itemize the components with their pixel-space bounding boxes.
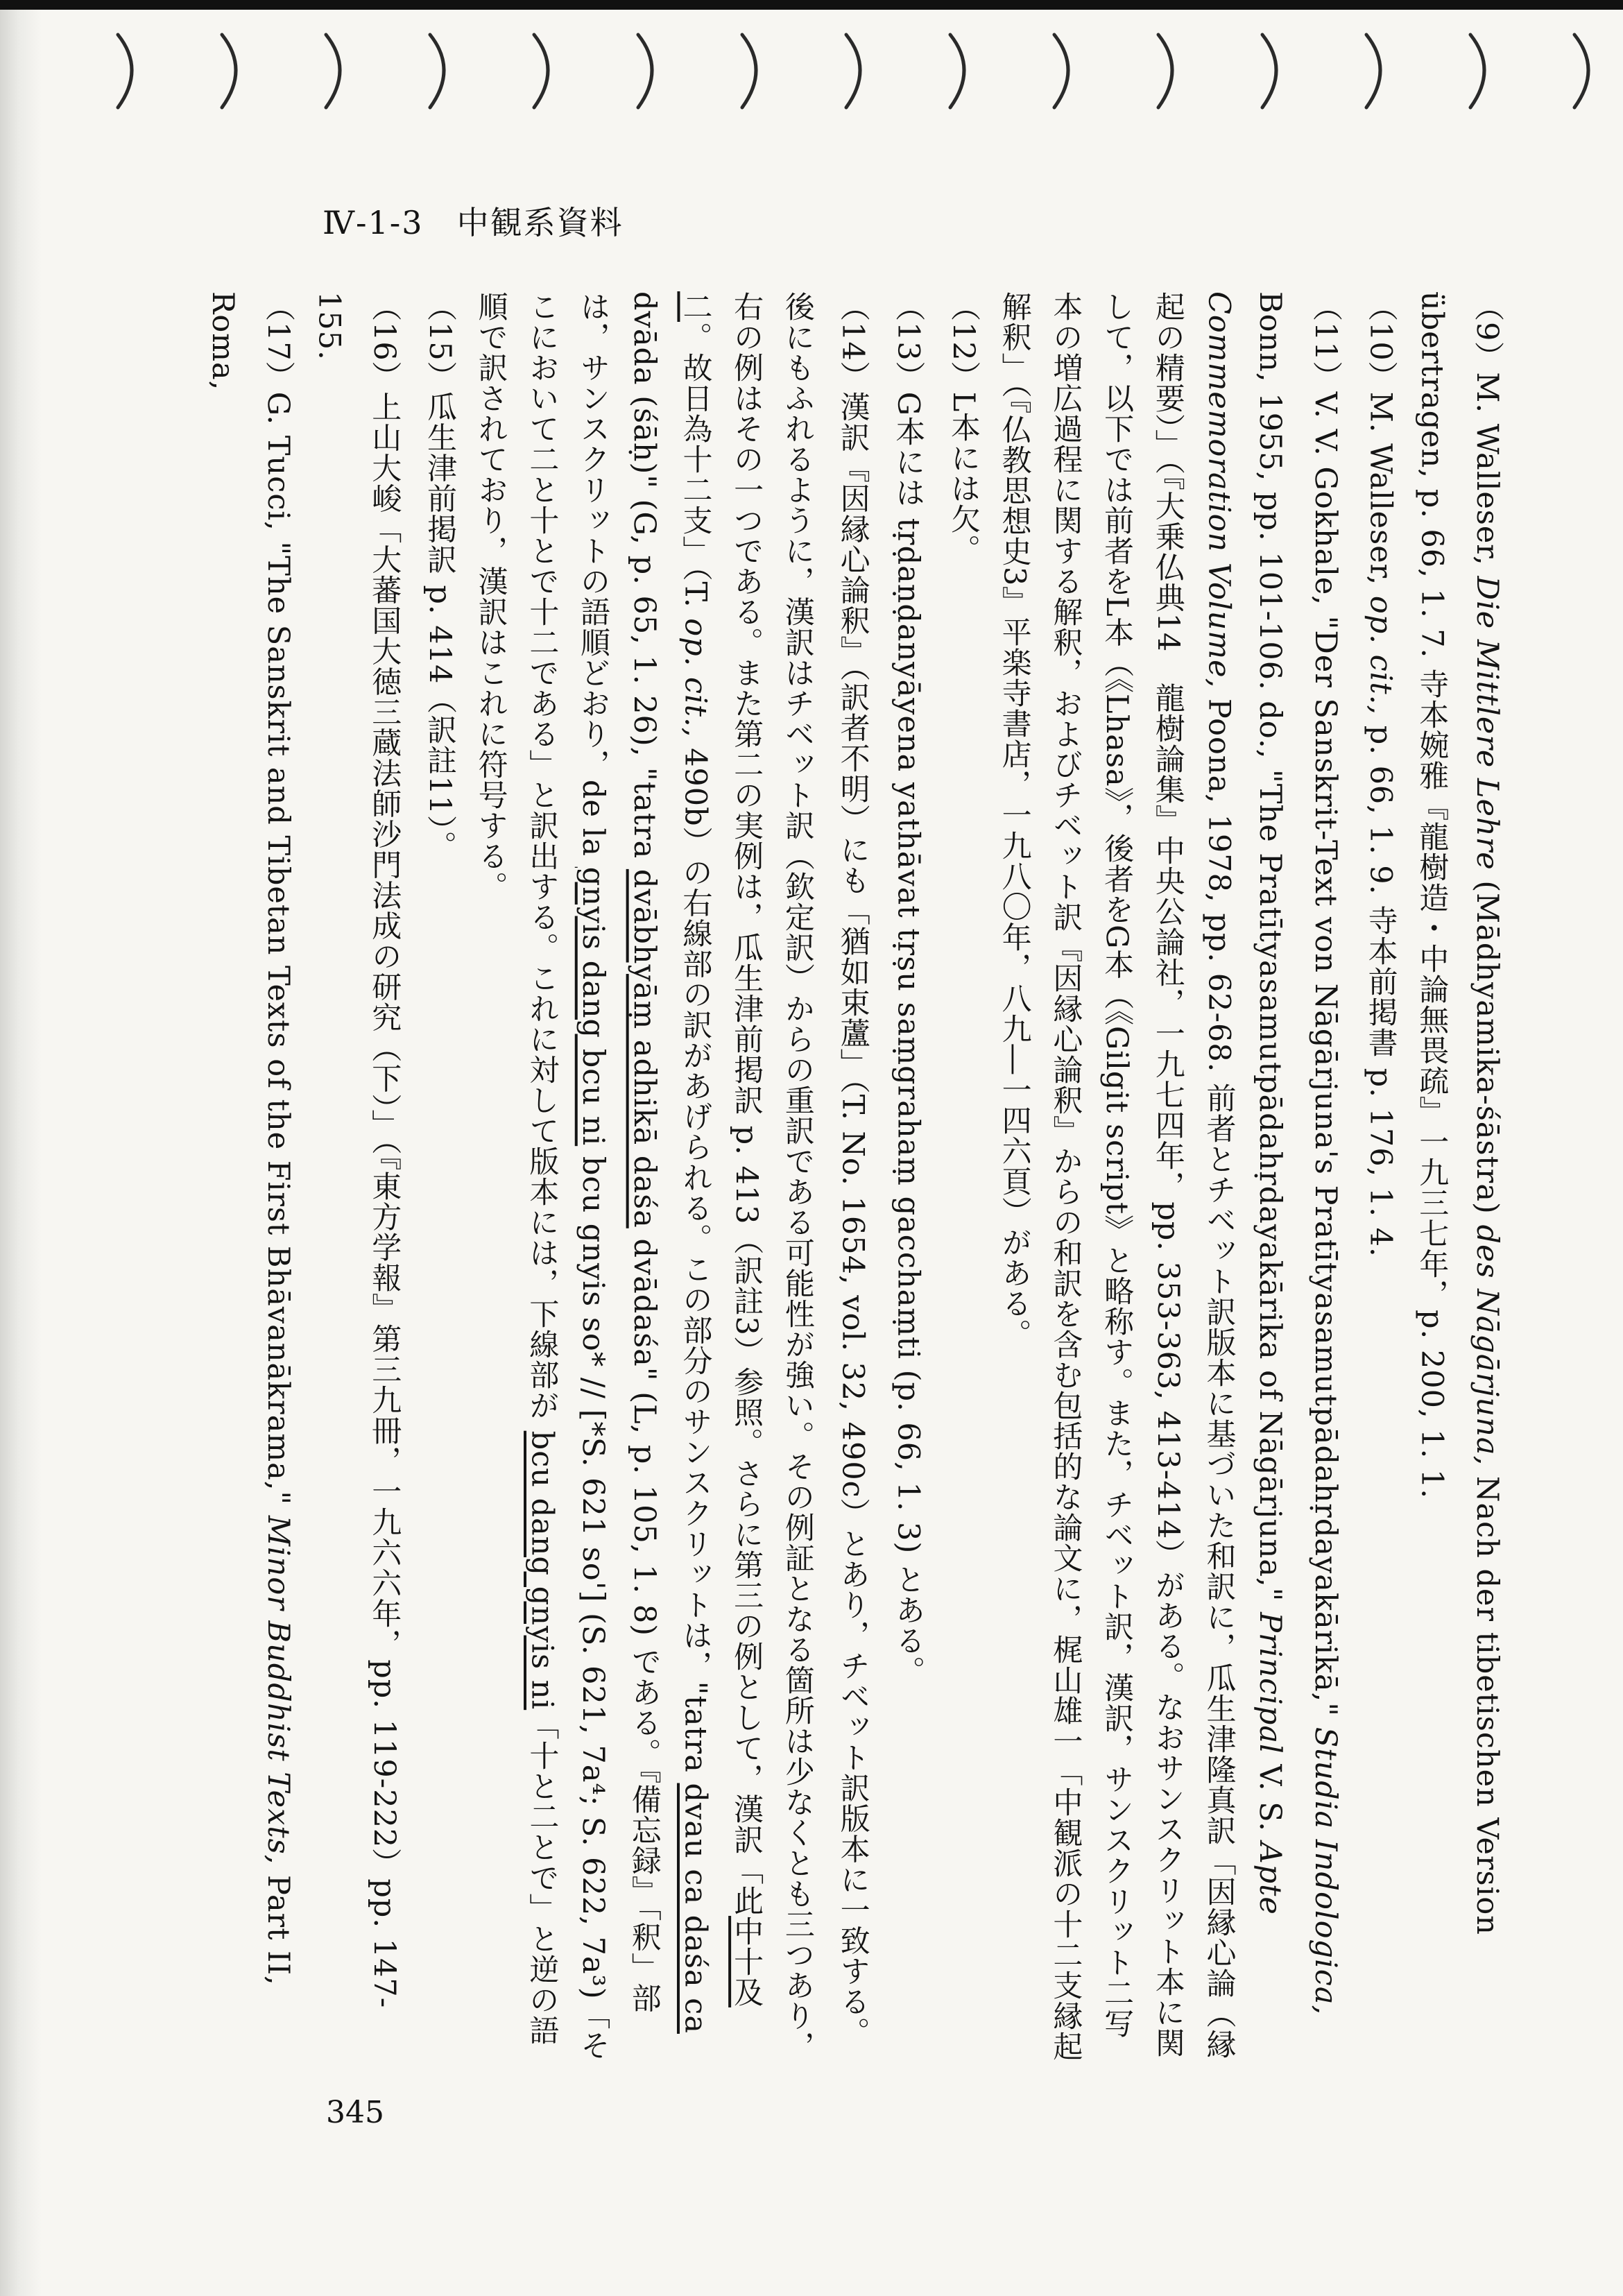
binder-ring — [222, 35, 236, 108]
footnote-text: Part II, Roma, — [205, 291, 295, 1986]
footnote-text: G本には tṛḍaṇḍanyāyena yathāvat tṛṣu saṃgrahaṃ gacchaṃti (p. 66, 1. 3) とある。 — [891, 391, 926, 1686]
italic-title: Die Mittlere Lehre — [1470, 576, 1504, 871]
binder-ring — [1054, 35, 1068, 108]
binder-ring — [846, 35, 860, 108]
italic-title: Apte Commemoration Volume, — [1201, 291, 1288, 1915]
footnote-text: Bonn, 1955, pp. 101-106. do., "The Pratītyasamutpādahṛdayakārika of Nāgārjuna," — [1253, 291, 1288, 1613]
binder-ring — [1366, 35, 1380, 108]
underlined-text: dvābhyāṃ adhikā daśa — [626, 868, 662, 1228]
binder-ring — [326, 35, 340, 108]
italic-title: Principal — [1253, 1612, 1288, 1754]
underlined-text: 中十及二 — [678, 291, 764, 2007]
binder-ring — [950, 35, 964, 108]
footnote-text: bcu gnyis so* // [*S. 621 so'] (S. 621, 7a⁴; S. 622, 7a³)「そこにおいて二と十とで十二である」と訳出する。これに対して版本には，下線部が — [524, 291, 611, 2061]
footnote-text: 漢訳『因縁心論釈』（訳者不明）にも「猶如束蘆」（T. No. 1654, vol. 32, 490c）とあり，チベット訳版本に一致する。後にもふれるように，漢訳はチベット訳（欽定訳）からの重訳である可能性が強い。その例証となる箇所は少なくとも三つあり，右の例はその一つである。また第二の実例は，瓜生津前掲訳 p. 413（訳註3）参照。さらに第三の例として，漢訳「此 — [729, 291, 870, 2062]
footnote — [933, 291, 988, 2067]
italic-title: des Nāgārjuna, — [1470, 1224, 1504, 1466]
footnote-text: Nach der tibetischen Version übertragen, p. 66, 1. 7. 寺本婉雅『龍樹造・中論無畏疏』一九三七年，p. 200, 1. 1. — [1414, 291, 1504, 1935]
scan-top-edge — [0, 0, 1623, 10]
footnote-number: （13） — [891, 291, 926, 392]
footnote-text: M. Walleser, — [1470, 372, 1504, 576]
footnote-text: 上山大峻「大蕃国大徳三蔵法師沙門法成の研究（下）」（『東方学報』第三九冊，一九六六年，pp. 119-222）pp. 147-155. — [311, 291, 402, 2009]
footnote-text: L本には欠。 — [945, 391, 981, 565]
binder-ring — [534, 35, 548, 108]
footnote — [878, 291, 934, 2067]
footnote-text: 。故日為十二支」（T. — [678, 322, 713, 619]
running-head: Ⅳ-1-3 中観系資料 — [323, 204, 624, 241]
footnote-text: G. Tucci, "The Sanskrit and Tibetan Texts of the First Bhāvanākrama," — [260, 391, 295, 1516]
footnote — [196, 291, 302, 2067]
footnote-text: M. Walleser, — [1363, 391, 1398, 596]
footnote-number: （12） — [945, 291, 981, 392]
binding-shadow — [0, 10, 42, 2296]
footnote — [1406, 291, 1512, 2067]
footnote-text: Poona, 1978, pp. 62-68. 前者とチベット訳版本に基づいた和訳に，瓜生津隆真訳「因縁心論（縁起の精要）」（『大乗仏典14 龍樹論集』中央公論社，一九七四年，pp. 353-363, 413-414）がある。なおサンスクリット本に関して，以下では前者をL本（《Lhasa》，後者をG本（《Gilgit script》と略称す。また，チベット訳，漢訳，サンスクリット二写本の増広過程に関する解釈，およびチベット訳『因縁心論釈』からの和訳を含む包括的な論文に，梶山雄一「中観派の十二支縁起解釈」（『仏教思想史3』平楽寺書店，一九八〇年，八九―一四六頁）がある。 — [997, 291, 1237, 2062]
footnote-text: dvādaśa" (L, p. 105, 1. 8) である。『備忘録』「釈」部は，サンスクリットの語順どおり，de la — [576, 291, 662, 2014]
footnote — [303, 291, 409, 2067]
footnote-number: （11） — [1307, 291, 1343, 392]
underlined-text: gnyis dang bcu ni — [576, 866, 611, 1147]
italic-title: op. cit., — [1363, 595, 1398, 716]
italic-title: Studia Indologica, — [1307, 1727, 1343, 2016]
footnote-number: （15） — [422, 291, 457, 392]
underlined-text: dvau ca daśa ca — [678, 1783, 713, 2034]
footnote-text: (Mādhyamika-śāstra) — [1470, 870, 1504, 1225]
footnote-text: p. 66, 1. 9. 寺本前掲書 p. 176, 1. 4. — [1363, 715, 1398, 1258]
footnote — [409, 291, 465, 2067]
footnote-number: （17） — [260, 291, 295, 392]
italic-title: op. cit., — [678, 618, 713, 738]
footnote-number: （14） — [835, 291, 870, 392]
binder-ring — [638, 35, 652, 108]
footnotes-column — [205, 291, 1512, 2067]
footnote-text: 「十と二とで」と逆の語順で訳されており，漢訳はこれに符号する。 — [473, 291, 560, 2046]
footnote-text: dvāda (śāḥ)" (G, p. 65, 1. 26), "tatra — [626, 291, 662, 869]
binder-ring — [1262, 35, 1276, 108]
footnote-text: 490b）の右線部の訳があげられる。この部分のサンスクリットは，"tatra — [678, 737, 713, 1783]
italic-title: Minor Buddhist Texts, — [260, 1515, 295, 1865]
footnote — [988, 291, 1350, 2067]
footnote — [465, 291, 878, 2067]
binder-ring — [1574, 35, 1588, 108]
binder-rings — [90, 21, 1623, 118]
underlined-text: bcu dang gnyis ni — [524, 1430, 560, 1711]
footnote-text: V. S. — [1253, 1754, 1288, 1842]
footnote-text: 瓜生津前掲訳 p. 414（訳註11）。 — [422, 391, 457, 862]
footnote — [1350, 291, 1406, 2067]
footnote-number: （16） — [367, 291, 402, 392]
binder-ring — [1470, 35, 1484, 108]
binder-ring — [1158, 35, 1172, 108]
binder-ring — [742, 35, 756, 108]
binder-ring — [118, 35, 132, 108]
binder-ring — [430, 35, 444, 108]
page-number: 345 — [326, 2095, 384, 2130]
footnote-number: （9） — [1470, 291, 1504, 372]
footnote-text: V. V. Gokhale, "Der Sanskrit-Text von Nāgārjuna's Pratītyasamutpādahṛdayakārikā," — [1307, 391, 1343, 1727]
footnote-number: （10） — [1363, 291, 1398, 392]
